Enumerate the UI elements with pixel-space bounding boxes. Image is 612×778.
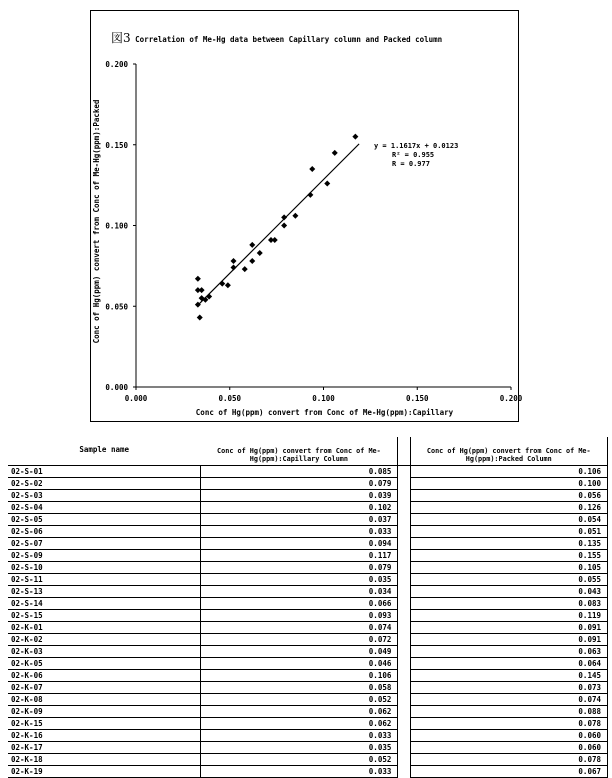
data-point bbox=[197, 315, 203, 321]
gap-cell bbox=[398, 646, 410, 658]
table-row bbox=[8, 634, 608, 646]
capillary-value-cell: 0.102 bbox=[200, 502, 397, 514]
sample-name-cell: 02-K-09 bbox=[8, 706, 200, 718]
table-row bbox=[8, 670, 608, 682]
packed-value-cell: 0.119 bbox=[410, 610, 607, 622]
y-tick-label: 0.050 bbox=[105, 302, 128, 312]
gap-cell bbox=[398, 610, 410, 622]
header-gap bbox=[398, 437, 410, 466]
packed-value-cell: 0.054 bbox=[410, 514, 607, 526]
gap-cell bbox=[398, 538, 410, 550]
packed-value-cell: 0.083 bbox=[410, 598, 607, 610]
capillary-value-cell: 0.093 bbox=[200, 610, 397, 622]
table-row bbox=[8, 694, 608, 706]
sample-name-cell: 02-S-10 bbox=[8, 562, 200, 574]
capillary-value-cell: 0.052 bbox=[200, 754, 397, 766]
data-point bbox=[199, 287, 205, 293]
sample-name-cell: 02-K-16 bbox=[8, 730, 200, 742]
packed-value-cell: 0.091 bbox=[410, 622, 607, 634]
gap-cell bbox=[398, 742, 410, 754]
gap-cell bbox=[398, 574, 410, 586]
chart-title-text: Correlation of Me-Hg data between Capillary column and Packed column bbox=[135, 35, 443, 44]
x-tick-label: 0.150 bbox=[405, 394, 429, 403]
packed-value-cell: 0.067 bbox=[410, 766, 607, 778]
table-row bbox=[8, 526, 608, 538]
data-point bbox=[231, 264, 237, 270]
gap-cell bbox=[398, 682, 410, 694]
table-body bbox=[8, 466, 608, 778]
data-point bbox=[231, 258, 237, 264]
sample-name-cell: 02-K-19 bbox=[8, 766, 200, 778]
table-header-row bbox=[8, 437, 608, 466]
packed-value-cell: 0.088 bbox=[410, 706, 607, 718]
sample-name-cell: 02-K-01 bbox=[8, 622, 200, 634]
sample-name-cell: 02-K-08 bbox=[8, 694, 200, 706]
capillary-value-cell: 0.062 bbox=[200, 706, 397, 718]
packed-value-cell: 0.135 bbox=[410, 538, 607, 550]
sample-name-cell: 02-K-07 bbox=[8, 682, 200, 694]
data-point bbox=[219, 281, 225, 287]
table-row bbox=[8, 562, 608, 574]
x-tick-label: 0.100 bbox=[312, 394, 335, 403]
sample-name-cell: 02-K-15 bbox=[8, 718, 200, 730]
capillary-value-cell: 0.074 bbox=[200, 622, 397, 634]
table-row bbox=[8, 586, 608, 598]
table-row bbox=[8, 490, 608, 502]
table-row bbox=[8, 478, 608, 490]
data-point bbox=[268, 237, 274, 243]
gap-cell bbox=[398, 562, 410, 574]
packed-value-cell: 0.106 bbox=[410, 466, 607, 478]
data-point bbox=[292, 213, 298, 219]
capillary-value-cell: 0.094 bbox=[200, 538, 397, 550]
sample-name-cell: 02-S-07 bbox=[8, 538, 200, 550]
header-sample-name: Sample name bbox=[79, 445, 130, 454]
data-point bbox=[242, 266, 248, 272]
gap-cell bbox=[398, 706, 410, 718]
sample-name-cell: 02-S-05 bbox=[8, 514, 200, 526]
gap-cell bbox=[398, 466, 410, 478]
sample-name-cell: 02-S-03 bbox=[8, 490, 200, 502]
packed-value-cell: 0.145 bbox=[410, 670, 607, 682]
packed-value-cell: 0.126 bbox=[410, 502, 607, 514]
table-row bbox=[8, 706, 608, 718]
plot-axes bbox=[136, 64, 511, 387]
x-tick-label: 0.200 bbox=[499, 394, 523, 403]
data-point bbox=[249, 258, 255, 264]
capillary-value-cell: 0.079 bbox=[200, 562, 397, 574]
capillary-value-cell: 0.058 bbox=[200, 682, 397, 694]
data-point bbox=[309, 166, 315, 172]
table-row bbox=[8, 502, 608, 514]
table-row bbox=[8, 682, 608, 694]
gap-cell bbox=[398, 514, 410, 526]
regression-equation: y = 1.1617x + 0.0123 bbox=[374, 142, 459, 150]
capillary-value-cell: 0.039 bbox=[200, 490, 397, 502]
gap-cell bbox=[398, 478, 410, 490]
capillary-value-cell: 0.049 bbox=[200, 646, 397, 658]
table-row bbox=[8, 574, 608, 586]
capillary-value-cell: 0.033 bbox=[200, 526, 397, 538]
x-tick-label: 0.000 bbox=[124, 394, 148, 403]
capillary-value-cell: 0.079 bbox=[200, 478, 397, 490]
capillary-value-cell: 0.052 bbox=[200, 694, 397, 706]
y-tick-label: 0.000 bbox=[105, 383, 128, 392]
regression-annotation bbox=[374, 142, 458, 169]
gap-cell bbox=[398, 598, 410, 610]
x-tick-label: 0.050 bbox=[218, 394, 242, 403]
packed-value-cell: 0.060 bbox=[410, 730, 607, 742]
gap-cell bbox=[398, 526, 410, 538]
gap-cell bbox=[398, 658, 410, 670]
r-squared-value: R² = 0.955 bbox=[392, 151, 435, 159]
data-point bbox=[324, 181, 330, 187]
table-row bbox=[8, 538, 608, 550]
table-row bbox=[8, 754, 608, 766]
data-point bbox=[225, 282, 231, 288]
capillary-value-cell: 0.106 bbox=[200, 670, 397, 682]
gap-cell bbox=[398, 490, 410, 502]
data-point bbox=[307, 192, 313, 198]
sample-name-cell: 02-S-09 bbox=[8, 550, 200, 562]
table-row bbox=[8, 742, 608, 754]
sample-name-cell: 02-S-01 bbox=[8, 466, 200, 478]
table-row bbox=[8, 658, 608, 670]
capillary-value-cell: 0.085 bbox=[200, 466, 397, 478]
data-point bbox=[195, 276, 201, 282]
x-axis-label: Conc of Hg(ppm) convert from Conc of Me-Hg(ppm):Capillary bbox=[195, 408, 454, 417]
packed-value-cell: 0.091 bbox=[410, 634, 607, 646]
r-value: R = 0.977 bbox=[392, 160, 430, 168]
header-capillary: Conc of Hg(ppm) convert from Conc of Me-Hg(ppm):Capillary Column bbox=[200, 437, 397, 466]
gap-cell bbox=[398, 730, 410, 742]
sample-name-cell: 02-S-13 bbox=[8, 586, 200, 598]
sample-name-cell: 02-K-05 bbox=[8, 658, 200, 670]
capillary-value-cell: 0.046 bbox=[200, 658, 397, 670]
y-axis-label: Conc of Hg(ppm) convert from Conc of Me-Hg(ppm):Packed bbox=[92, 99, 101, 344]
table-row bbox=[8, 646, 608, 658]
data-point bbox=[257, 250, 263, 256]
sample-name-cell: 02-K-02 bbox=[8, 634, 200, 646]
packed-value-cell: 0.051 bbox=[410, 526, 607, 538]
capillary-value-cell: 0.035 bbox=[200, 574, 397, 586]
capillary-value-cell: 0.033 bbox=[200, 766, 397, 778]
sample-name-cell: 02-K-03 bbox=[8, 646, 200, 658]
y-tick-label: 0.100 bbox=[105, 221, 128, 231]
gap-cell bbox=[398, 634, 410, 646]
packed-value-cell: 0.063 bbox=[410, 646, 607, 658]
capillary-value-cell: 0.062 bbox=[200, 718, 397, 730]
table-row bbox=[8, 610, 608, 622]
packed-value-cell: 0.073 bbox=[410, 682, 607, 694]
gap-cell bbox=[398, 754, 410, 766]
packed-value-cell: 0.074 bbox=[410, 694, 607, 706]
capillary-value-cell: 0.035 bbox=[200, 742, 397, 754]
table-row bbox=[8, 730, 608, 742]
packed-value-cell: 0.078 bbox=[410, 754, 607, 766]
data-point bbox=[249, 242, 255, 248]
gap-cell bbox=[398, 502, 410, 514]
figure-label: 図3 bbox=[111, 31, 131, 45]
capillary-value-cell: 0.117 bbox=[200, 550, 397, 562]
capillary-value-cell: 0.037 bbox=[200, 514, 397, 526]
table-row bbox=[8, 718, 608, 730]
table-row bbox=[8, 766, 608, 778]
packed-value-cell: 0.105 bbox=[410, 562, 607, 574]
packed-value-cell: 0.100 bbox=[410, 478, 607, 490]
sample-name-cell: 02-S-15 bbox=[8, 610, 200, 622]
table-row bbox=[8, 514, 608, 526]
axis-ticks bbox=[105, 60, 522, 403]
packed-value-cell: 0.056 bbox=[410, 490, 607, 502]
sample-name-cell: 02-S-14 bbox=[8, 598, 200, 610]
capillary-value-cell: 0.034 bbox=[200, 586, 397, 598]
table-row bbox=[8, 598, 608, 610]
packed-value-cell: 0.064 bbox=[410, 658, 607, 670]
gap-cell bbox=[398, 586, 410, 598]
capillary-value-cell: 0.072 bbox=[200, 634, 397, 646]
gap-cell bbox=[398, 766, 410, 778]
y-tick-label: 0.150 bbox=[105, 140, 128, 150]
table-row bbox=[8, 466, 608, 478]
y-tick-label: 0.200 bbox=[105, 60, 128, 69]
data-point bbox=[281, 214, 287, 220]
sample-name-cell: 02-S-11 bbox=[8, 574, 200, 586]
gap-cell bbox=[398, 718, 410, 730]
chart-frame bbox=[90, 10, 523, 422]
table-row bbox=[8, 550, 608, 562]
sample-name-cell: 02-S-02 bbox=[8, 478, 200, 490]
packed-value-cell: 0.078 bbox=[410, 718, 607, 730]
data-point bbox=[281, 223, 287, 229]
gap-cell bbox=[398, 622, 410, 634]
table-row bbox=[8, 622, 608, 634]
sample-name-cell: 02-K-17 bbox=[8, 742, 200, 754]
sample-name-cell: 02-K-06 bbox=[8, 670, 200, 682]
header-packed: Conc of Hg(ppm) convert from Conc of Me-Hg(ppm):Packed Column bbox=[410, 437, 607, 466]
data-table bbox=[8, 437, 608, 778]
data-point bbox=[332, 150, 338, 156]
gap-cell bbox=[398, 550, 410, 562]
scatter-plot bbox=[91, 11, 523, 423]
capillary-value-cell: 0.066 bbox=[200, 598, 397, 610]
packed-value-cell: 0.043 bbox=[410, 586, 607, 598]
sample-name-cell: 02-K-18 bbox=[8, 754, 200, 766]
sample-name-cell: 02-S-06 bbox=[8, 526, 200, 538]
sample-name-cell: 02-S-04 bbox=[8, 502, 200, 514]
gap-cell bbox=[398, 670, 410, 682]
packed-value-cell: 0.155 bbox=[410, 550, 607, 562]
data-point bbox=[352, 134, 358, 140]
packed-value-cell: 0.055 bbox=[410, 574, 607, 586]
gap-cell bbox=[398, 694, 410, 706]
packed-value-cell: 0.060 bbox=[410, 742, 607, 754]
capillary-value-cell: 0.033 bbox=[200, 730, 397, 742]
